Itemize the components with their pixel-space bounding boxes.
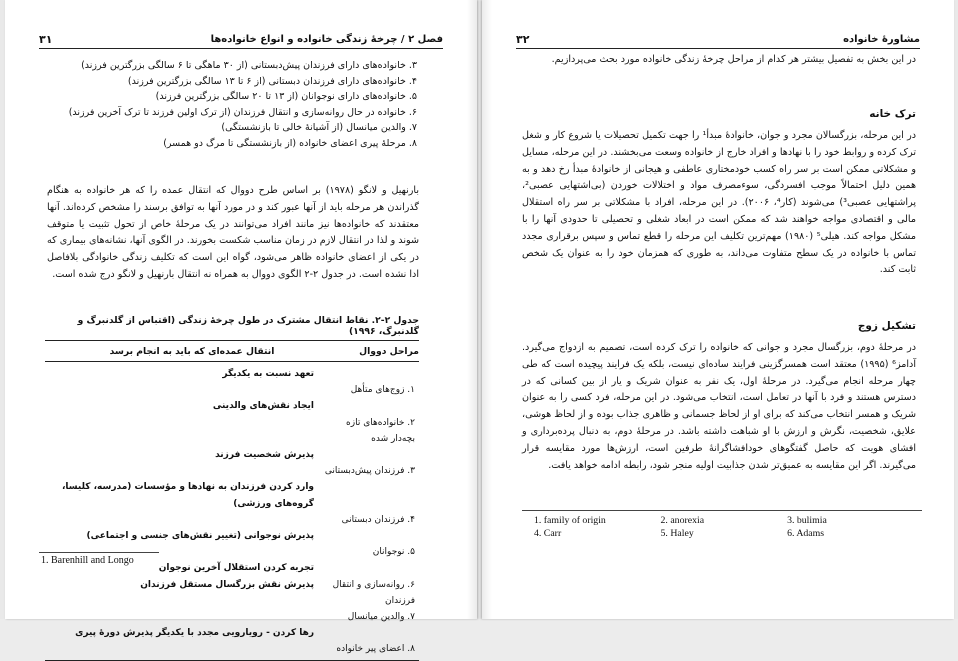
task-cell: پذیرش شخصیت فرزند <box>215 450 314 461</box>
intro-paragraph: در این بخش به تفصیل بیشتر هر کدام از مراحل چرخهٔ زندگی خانواده مورد بحث می‌پردازیم. <box>551 54 916 65</box>
table-row <box>45 479 419 511</box>
table-row <box>45 641 419 657</box>
stage-cell <box>324 398 419 414</box>
task-cell <box>45 609 324 625</box>
running-header-title: مشاورهٔ خانواده <box>843 34 920 45</box>
task-cell <box>45 415 324 447</box>
task-cell: تجربه کردن استقلال آخرین نوجوان <box>158 563 314 574</box>
task-cell <box>45 512 324 528</box>
page-32 <box>482 0 954 619</box>
table-row <box>45 528 419 544</box>
column-header-task: انتقال عمده‌ای که باید به انجام برسد <box>109 346 275 357</box>
table-caption: جدول ۲-۲. نقاط انتقال مشترک در طول چرخهٔ زندگی (اقتباس از گلدنبرگ و گلدنبرگ، ۱۹۹۶) <box>45 315 419 341</box>
footnote-divider <box>39 552 159 553</box>
stage-cell: ۷. والدین میانسال <box>347 612 415 623</box>
list-item: ۷. والدین میانسال (از آشیانهٔ خالی تا بازنشستگی) <box>221 122 417 134</box>
running-header <box>516 33 920 49</box>
table-row <box>45 447 419 463</box>
column-header-stage: مراحل دووال <box>359 346 419 357</box>
list-item: ۶. خانواده در حال روانه‌سازی و انتقال فرزندان (از ترک اولین فرزند تا ترک آخرین فرزند) <box>68 106 417 118</box>
transition-table <box>45 315 419 661</box>
stage-cell: ۶. روانه‌سازی و انتقال فرزندان <box>332 579 415 606</box>
footnote: 2. anorexia <box>660 515 705 526</box>
task-cell <box>45 641 324 657</box>
task-cell: وارد کردن فرزندان به نهادها و مؤسسات (مدرسه، کلیسا، گروه‌های ورزشی) <box>61 482 314 509</box>
stage-cell: ۵. نوجوانان <box>372 547 415 558</box>
footnote-row <box>534 527 914 540</box>
page-number: ۳۱ <box>39 33 53 46</box>
stage-cell <box>324 528 419 544</box>
section-heading-leaving-home: ترک خانه <box>869 108 916 120</box>
list-item: ۸. مرحلهٔ پیری اعضای خانواده (از بازنشستگی تا مرگ دو همسر) <box>163 137 417 149</box>
section-heading-couple-formation: تشکیل زوج <box>857 320 916 332</box>
page-31 <box>5 0 477 655</box>
body-paragraph: بارنهیل و لانگو (۱۹۷۸) بر اساس طرح دووال که انتقال عمده را که هر خانواده به هنگام گذراندن هر مرحله باید از آنها عبور کند و در مورد آنها به توافق برسند را مشخص کرده‌اند. آنها معتقدند که خانواده‌ها نیز مانند افراد می‌توانند در یک مرحلهٔ خاص از تحول تثبیت یا متوقف شوند و لذا در انتقال لازم در زمان مناسب شکست بخورند. در الگوی آنها، نشانه‌های بیماری که در یکی از اعضای خانواده ظاهر می‌شود، گواه این است که تکلیف زندگی خانوادگی بلافاصل ادا نشده است. در جدول ۲-۲ الگوی دووال به همراه نه انتقال بارنهیل و لانگو درج شده است. <box>47 185 419 280</box>
stage-cell <box>324 479 419 511</box>
page-fold-shadow <box>467 0 477 619</box>
running-header-title: فصل ۲ / چرخهٔ زندگی خانواده و انواع خانواده‌ها <box>210 34 443 45</box>
footnote: 4. Carr <box>534 528 562 539</box>
footnote: 6. Adams <box>787 528 825 539</box>
task-cell <box>45 382 324 398</box>
footnote: 5. Haley <box>660 528 694 539</box>
table-row <box>45 366 419 382</box>
stage-cell: ۴. فرزندان دبستانی <box>341 514 415 525</box>
footnote: 1. Barenhill and Longo <box>41 555 134 566</box>
stage-list <box>45 58 417 152</box>
running-header <box>39 33 443 49</box>
stage-cell <box>324 625 419 641</box>
footnote-divider <box>522 510 922 511</box>
task-cell: پذیرش نقش بزرگسال مستقل فرزندان <box>140 579 314 590</box>
table-row <box>45 512 419 528</box>
footnote: 3. bulimia <box>787 515 827 526</box>
stage-cell <box>324 560 419 576</box>
table-row <box>45 463 419 479</box>
table-row <box>45 625 419 641</box>
table-row <box>45 577 419 609</box>
task-cell: پذیرش نوجوانی (تغییر نقش‌های جنسی و اجتماعی) <box>86 531 314 542</box>
body-paragraph: در مرحلهٔ دوم، بزرگسال مجرد و جوانی که خانواده را ترک کرده است، تصمیم به ازدواج می‌گیرد. آدامز⁶ (۱۹۹۵) معتقد است همسرگزینی فرایند ساده‌ای نیست، بلکه یک فرایند پیچیده است که طی چهار مرحله انجام می‌گیرد. در مرحلهٔ اول، یک نفر به عنوان شریک و یار از بین کسانی که در دسترس هستند و فرد با آنها در تعامل است، انتخاب می‌شود. در این مرحله، فرد کسی را به عنوان شریک و همسر انتخاب می‌کند که برای او از لحاظ جسمانی و ظاهری جذاب بوده و از لحاظ هوشی، علایق، شخصیت، نگرش و ارزش با او شباهت داشته باشد. در مرحلهٔ دوم، به دنبال پرده‌برداری و افشای هویت که حاصل گفتگوهای خودافشاگرانهٔ طرفین است، ارزش‌ها مورد مقایسه قرار می‌گیرند. اگر این مقایسه به عمیق‌تر شدن جذابیت اولیه منجر شود، رابطه ادامه خواهد یافت. <box>522 342 916 471</box>
footnote: 1. family of origin <box>534 515 606 526</box>
table-header <box>45 341 419 362</box>
footnotes <box>534 514 914 540</box>
page-fold-shadow <box>482 0 492 619</box>
table-row <box>45 398 419 414</box>
stage-cell <box>324 366 419 382</box>
list-item: ۳. خانواده‌های دارای فرزندان پیش‌دبستانی (از ۳۰ ماهگی تا ۶ سالگی بزرگترین فرزند) <box>81 60 417 71</box>
table-row <box>45 609 419 625</box>
table-row <box>45 382 419 398</box>
table-row <box>45 415 419 447</box>
table-body <box>45 366 419 658</box>
stage-cell: ۲. خانواده‌های تازه بچه‌دار شده <box>346 417 415 444</box>
footnote-row <box>534 514 914 527</box>
stage-cell <box>324 447 419 463</box>
stage-cell: ۱. زوج‌های متأهل <box>350 385 415 396</box>
task-cell: رها کردن - رویارویی مجدد با یکدیگر پذیرش دورهٔ پیری <box>75 628 314 639</box>
page-number: ۳۲ <box>516 33 530 46</box>
list-item: ۵. خانواده‌های دارای نوجوانان (از ۱۳ تا ۲۰ سالگی بزرگترین فرزند) <box>155 91 417 103</box>
task-cell: ایجاد نقش‌های والدینی <box>212 401 314 412</box>
body-paragraph: در این مرحله، بزرگسالان مجرد و جوان، خانوادهٔ مبدأ¹ را جهت تکمیل تحصیلات یا شروع کار و شغل ترک کرده و روابط خود را با نهادها و افراد خارج از خانواده وسعت می‌بخشند. در این مرحله، مسایل و مشکلاتی ممکن است بر سر راه کسب خودمختاری عاطفی و هیجانی از خانوادهٔ مبدأ رخ دهد و به همین دلیل احتمالاً موجب افسردگی، سوءمصرف مواد و اختلالات خوردن (بی‌اشتهایی عصبی²، پراشتهایی عصبی³) می‌شوند (کار⁴، ۲۰۰۶). در این مرحله، افراد با مشکلاتی بر سر راه استقلال مالی و اقتصادی مواجه خواهند شد که ممکن است در ابعاد شغلی و تحصیلی تا حدودی آنها را با مشکل مواجه کند. هیلی⁵ (۱۹۸۰) مهم‌ترین تکلیف این مرحله را قطع تماس و سپس برقراری مجدد تماس با خانواده در یک سطح متفاوت می‌داند، به طوری که همزمان خود را به عنوان یک شخص ثابت کند. <box>522 130 917 276</box>
stage-cell: ۳. فرزندان پیش‌دبستانی <box>324 466 415 477</box>
task-cell <box>45 463 324 479</box>
stage-cell: ۸. اعضای پیر خانواده <box>336 644 415 655</box>
task-cell: تعهد نسبت به یکدیگر <box>222 369 314 379</box>
list-item: ۴. خانواده‌های دارای فرزندان دبستانی (از ۶ تا ۱۳ سالگی بزرگترین فرزند) <box>127 75 417 87</box>
